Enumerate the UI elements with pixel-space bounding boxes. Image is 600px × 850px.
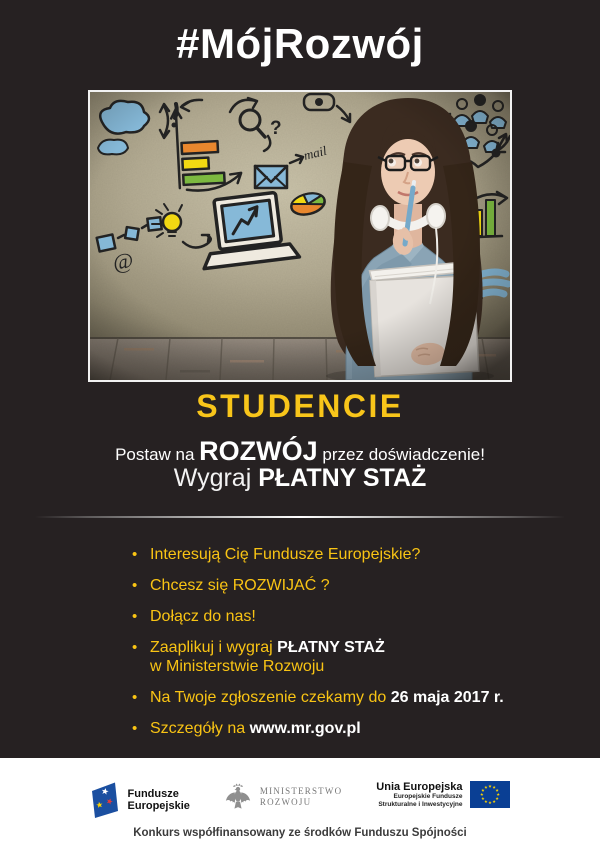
benefits-list [132,545,552,750]
bullet-dot: • [132,639,138,656]
headline-studencie: STUDENCIE [196,388,404,424]
bullet-text: Chcesz się ROZWIJAĆ ? [150,577,330,594]
line1-strong: ROZWÓJ [199,436,318,466]
hero-photo [88,90,512,382]
eagle-emblem-icon [224,781,252,813]
bullet-dot: • [132,546,138,563]
list-item [132,607,552,626]
line1-post: przez doświadczenie! [317,445,485,464]
cofinancing-disclaimer: Konkurs współfinansowany ze środków Funduszu Spójności [133,827,467,839]
fundusze-europejskie-logo [90,781,190,819]
footer-band [0,758,600,850]
vignette [90,92,510,380]
ministry-line2: ROZWOJU [259,797,312,807]
bullet-text: Szczegóły na [150,720,250,737]
bullet-text: Zaaplikuj i wygraj [150,639,278,656]
website-url: www.mr.gov.pl [249,720,361,737]
eu-sub2: Strukturalne i Inwestycyjne [378,801,463,808]
list-item [132,688,552,707]
bullet-text: Dołącz do nas! [150,608,256,625]
hero-photo-illustration [90,92,510,380]
ministry-logo [224,781,342,813]
list-item [132,576,552,595]
bullet-dot: • [132,689,138,706]
bullet-text: Na Twoje zgłoszenie czekamy do [150,689,391,706]
headline-line1 [0,436,600,467]
bullet-text: Interesują Cię Fundusze Europejskie? [150,546,421,563]
eu-flag-icon [470,781,510,808]
divider-line [35,516,565,518]
poster-title: #MójRozwój [176,20,424,67]
line2-pre: Wygraj [173,464,259,492]
bullet-emphasis: PŁATNY STAŻ [277,639,385,656]
bullet-text-line2: w Ministerstwie Rozwoju [150,658,325,675]
logo-row [0,781,600,819]
fe-logo-line1: Fundusze [127,788,179,800]
list-item [132,719,552,738]
fe-logo-line2: Europejskie [127,800,190,812]
eu-sub1: Europejskie Fundusze [393,793,463,800]
fe-flag-icon [90,781,120,819]
list-item [132,638,552,676]
bullet-emphasis: 26 maja 2017 r. [390,689,504,706]
ministry-line1: MINISTERSTWO [259,786,343,796]
eu-title: Unia Europejska [376,781,463,793]
line1-pre: Postaw na [115,445,200,464]
bullet-dot: • [132,577,138,594]
bullet-dot: • [132,720,138,737]
line2-strong: PŁATNY STAŻ [258,464,427,492]
list-item [132,545,552,564]
ministry-logo-text [260,786,342,808]
eu-logo-text [376,781,462,809]
fe-logo-text [128,788,190,812]
eu-logo [376,781,510,809]
bullet-dot: • [132,608,138,625]
headline-line2 [0,464,600,493]
